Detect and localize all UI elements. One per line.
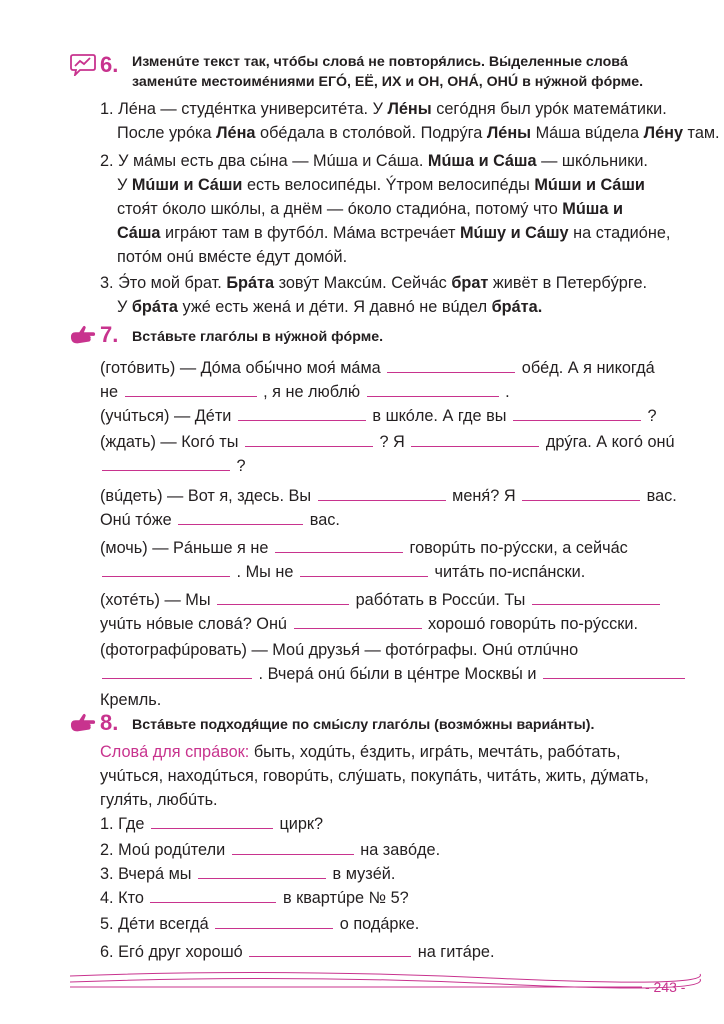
speech-bubble-chart-icon — [70, 54, 96, 76]
text-segment: дрýга. А когó онú — [541, 433, 675, 451]
exercise-8-line-3 — [100, 863, 395, 885]
text-segment: . Вчерá онú бы́ли в цéнтре Москвы́ и — [254, 665, 542, 683]
text-segment: — шкóльники. — [536, 152, 648, 170]
exercise-6-item-2-line-2 — [117, 174, 645, 196]
answer-blank[interactable] — [318, 487, 446, 501]
exercise-7-line-6 — [100, 485, 677, 507]
text-segment: 3. Вчерá мы — [100, 865, 197, 883]
highlighted-word: Мúша и — [562, 200, 623, 218]
highlighted-word: брат — [451, 274, 489, 292]
highlighted-word: Лéны — [486, 124, 532, 142]
exercise-7-line-9 — [100, 561, 585, 583]
text-segment: учúть нóвые словá? Онú — [100, 615, 292, 633]
highlighted-word: Лéну — [643, 124, 684, 142]
page-number: - 243 - — [645, 979, 686, 995]
text-segment: в шкóле. А где вы — [367, 407, 511, 425]
answer-blank[interactable] — [387, 359, 515, 373]
exercise-7-title: Встáвьте глагóлы в нýжной фóрме. — [132, 329, 384, 345]
text-segment: есть велосипéды. Ýтром велосипéды — [242, 176, 535, 194]
text-segment: Кремль. — [100, 691, 162, 709]
text-segment: (учúться) — Дéти — [100, 407, 236, 425]
text-segment: вас. — [305, 511, 340, 529]
text-segment: на гитáре. — [413, 943, 495, 961]
text-segment: на стадиóне, — [568, 224, 671, 242]
exercise-7-line-1 — [100, 357, 655, 379]
answer-blank[interactable] — [198, 865, 326, 879]
answer-blank[interactable] — [294, 615, 422, 629]
text-segment: говорúть по-рýсски, а сейчáс — [404, 539, 628, 557]
text-segment: 1. Лéна — студéнтка университéта. У — [100, 100, 388, 118]
answer-blank[interactable] — [232, 841, 354, 855]
exercise-7-line-14 — [100, 689, 161, 711]
exercise-7-line-5 — [100, 455, 246, 477]
exercise-7-header — [70, 322, 700, 347]
text-segment: (готóвить) — Дóма обы́чно моя́ мáма — [100, 359, 386, 377]
exercise-8-line-1 — [100, 813, 323, 835]
answer-blank[interactable] — [513, 407, 641, 421]
exercise-8-header — [70, 710, 700, 735]
exercise-8-hint-words-1: быть, ходúть, éздить, игрáть, мечтáть, рабóтать, — [253, 743, 621, 761]
answer-blank[interactable] — [367, 383, 499, 397]
text-segment: стоя́т óколо шкóлы, а днём — óколо стадиóна, потомý что — [117, 200, 563, 218]
highlighted-word: брáта. — [491, 298, 543, 316]
highlighted-word: Мúши и Сáши — [131, 176, 243, 194]
exercise-7-line-7 — [100, 509, 340, 531]
text-segment: У — [117, 298, 132, 316]
text-segment: о подáрке. — [335, 915, 420, 933]
text-segment: (ждать) — Когó ты — [100, 433, 243, 451]
text-segment: читáть по-испáнски. — [429, 563, 586, 581]
highlighted-word: Мúша и Сáша — [427, 152, 537, 170]
exercise-6-item-2-line-3 — [117, 198, 623, 220]
answer-blank[interactable] — [217, 591, 349, 605]
text-segment: . Мы не — [232, 563, 298, 581]
exercise-6-title-line2: заменúте местоимéниями ЕГÓ, ЕЁ, ИХ и ОН, ОНÁ, ОНÚ в нýжной фóрме. — [132, 74, 644, 90]
text-segment: (хотéть) — Мы — [100, 591, 216, 609]
text-segment: ? — [232, 457, 246, 475]
exercise-6-item-1-line-2 — [117, 122, 720, 144]
text-segment: 5. Дéти всегдá — [100, 915, 214, 933]
answer-blank[interactable] — [215, 915, 333, 929]
exercise-8-line-5 — [100, 913, 419, 935]
footer-decorative-lines — [70, 970, 710, 994]
text-segment: После урóка — [117, 124, 217, 142]
exercise-6-item-3-line-2 — [117, 296, 542, 318]
text-segment: вас. — [642, 487, 677, 505]
highlighted-word: Лéна — [216, 124, 256, 142]
exercise-6-item-1-line-1 — [100, 98, 667, 120]
text-segment: (мочь) — Рáньше я не — [100, 539, 273, 557]
answer-blank[interactable] — [102, 563, 230, 577]
answer-blank[interactable] — [300, 563, 428, 577]
exercise-7-line-8 — [100, 537, 628, 559]
exercise-7-line-13 — [100, 663, 687, 685]
exercise-6-item-2-line-4 — [117, 222, 670, 244]
exercise-7-line-12 — [100, 639, 578, 661]
text-segment: 2. Моú родúтели — [100, 841, 230, 859]
text-segment: сегóдня был урóк матемáтики. — [431, 100, 667, 118]
exercise-7-line-2 — [100, 381, 510, 403]
text-segment: 1. Где — [100, 815, 149, 833]
text-segment: ? — [643, 407, 657, 425]
exercise-7-line-3 — [100, 405, 657, 427]
text-segment: в квартúре № 5? — [278, 889, 409, 907]
exercise-7-line-4 — [100, 431, 675, 453]
answer-blank[interactable] — [249, 943, 411, 957]
text-segment: 4. Кто — [100, 889, 149, 907]
text-segment: 2. У мáмы есть два сы́на — Мúша и Сáша. — [100, 152, 428, 170]
exercise-8-hint-line2: учúться, находúться, говорúть, слýшать, покупáть, читáть, жить, дýмать, — [100, 767, 649, 785]
text-segment: потóм онú вмéсте éдут домóй. — [117, 248, 348, 266]
text-segment: цирк? — [274, 815, 324, 833]
text-segment: Онú тóже — [100, 511, 177, 529]
highlighted-word: Мúшу и Сáшу — [459, 224, 569, 242]
highlighted-word: Мúши и Сáши — [534, 176, 645, 194]
answer-blank[interactable] — [102, 665, 252, 679]
exercise-8-number: 8. — [100, 710, 119, 735]
text-segment: рабóтать в Росcúи. Ты — [351, 591, 530, 609]
exercise-6-title-line1: Изменúте текст так, чтóбы словá не повторя́лись. Вы́деленные словá — [132, 54, 628, 70]
exercise-8-hint-label: Словá для спрáвок: — [100, 743, 250, 761]
text-segment: обéд. А я никогдá — [517, 359, 655, 377]
highlighted-word: Брáта — [226, 274, 275, 292]
highlighted-word: брáта — [131, 298, 178, 316]
exercise-8-title: Встáвьте подходя́щие по смы́слу глагóлы (возмóжны вариáнты). — [132, 717, 595, 733]
text-segment: У — [117, 176, 132, 194]
text-segment: хорошó говорúть по-рýсски. — [423, 615, 639, 633]
text-segment: меня́? Я — [447, 487, 521, 505]
text-segment: . — [500, 383, 510, 401]
text-segment: (фотографúровать) — Моú друзья́ — фотóграфы. Онú отлúчно — [100, 641, 579, 659]
answer-blank[interactable] — [151, 815, 273, 829]
text-segment: игрáют там в футбóл. Мáма встречáет — [160, 224, 460, 242]
exercise-6-number: 6. — [100, 52, 119, 77]
exercise-6-item-2-line-5 — [117, 246, 347, 268]
text-segment: в музéй. — [328, 865, 396, 883]
answer-blank[interactable] — [543, 665, 685, 679]
exercise-8-line-6 — [100, 941, 495, 963]
pointing-hand-icon — [70, 324, 96, 346]
answer-blank[interactable] — [178, 511, 303, 525]
text-segment: (вúдеть) — Вот я, здесь. Вы — [100, 487, 316, 505]
exercise-8-hint-line3: гуля́ть, любúть. — [100, 791, 218, 809]
exercise-6-item-3-line-1 — [100, 272, 647, 294]
exercise-8-line-2 — [100, 839, 440, 861]
pointing-hand-icon — [70, 712, 96, 734]
text-segment: ужé есть женá и дéти. Я давнó не вúдел — [177, 298, 492, 316]
text-segment: на завóде. — [355, 841, 441, 859]
text-segment: там. — [683, 124, 720, 142]
highlighted-word: Сáша — [117, 224, 161, 242]
exercise-7-number: 7. — [100, 322, 119, 347]
highlighted-word: Лéны — [387, 100, 432, 118]
answer-blank[interactable] — [275, 539, 403, 553]
answer-blank[interactable] — [532, 591, 660, 605]
answer-blank[interactable] — [125, 383, 257, 397]
answer-blank[interactable] — [238, 407, 366, 421]
exercise-8-hint-line1 — [100, 741, 621, 763]
answer-blank[interactable] — [150, 889, 276, 903]
text-segment: Мáша вúдела — [531, 124, 644, 142]
answer-blank[interactable] — [411, 433, 539, 447]
text-segment: не — [100, 383, 123, 401]
exercise-6-header — [70, 52, 700, 92]
text-segment: 6. Егó друг хорошó — [100, 943, 248, 961]
text-segment: , я не люблю́ — [258, 383, 365, 401]
answer-blank[interactable] — [522, 487, 640, 501]
text-segment: 3. Э́то мой брат. — [100, 274, 227, 292]
exercise-7-line-10 — [100, 589, 662, 611]
text-segment: живёт в Петербýрге. — [488, 274, 648, 292]
text-segment: обéдала в столóвой. Подрýга — [255, 124, 487, 142]
exercise-7-line-11 — [100, 613, 638, 635]
exercise-8-line-4 — [100, 887, 409, 909]
exercise-6-item-2-line-1 — [100, 150, 648, 172]
text-segment: зовýт Максúм. Сейчáс — [274, 274, 452, 292]
answer-blank[interactable] — [245, 433, 373, 447]
answer-blank[interactable] — [102, 457, 230, 471]
text-segment: ? Я — [374, 433, 410, 451]
exercise-6-title — [70, 52, 700, 92]
